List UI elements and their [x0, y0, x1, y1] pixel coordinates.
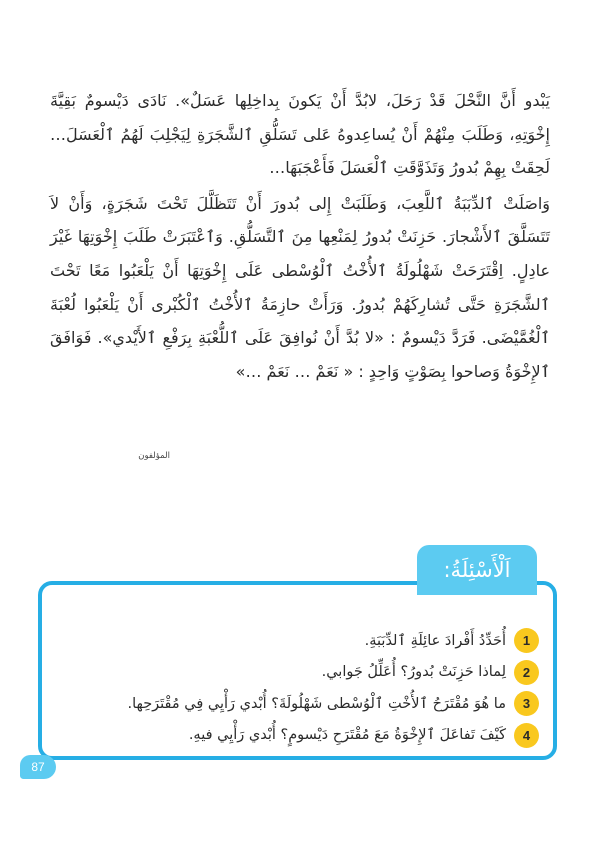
question-number-badge: 3 [514, 691, 539, 716]
page-number-badge [20, 755, 56, 779]
story-paragraph-1: يَبْدو أَنَّ النَّحْلَ قَدْ رَحَلَ، لابُدَّ أَنْ يَكونَ بِداخِلِها عَسَلٌ». نَادَى دَيْسومٌ بَقِيَّةَ إِخْوَتِهِ، وَطَلَبَ مِنْهُمْ أَنْ يُساعِدوهُ عَلى تَسَلُّقِ ٱلشَّجَرَةِ لِيَجْلِبَ لَهُمُ ٱلْعَسَلَ… لَحِقَتْ بِهِمْ بُدورُ وَتَذَوَّقَتِ ٱلْعَسَلَ فَأَعْجَبَهَا… [50, 91, 550, 178]
questions-title: اَلْأَسْئِلَةُ: [443, 558, 511, 582]
story-text [50, 84, 550, 388]
question-text: ما هُوَ مُقْتَرَحُ ٱلأُخْتِ ٱلْوُسْطى شَهْلُولَةَ؟ أُبْدي رَأْيِي فِي مُقْتَرَحِها. [127, 695, 506, 712]
questions-box [38, 581, 557, 760]
question-item [127, 720, 539, 752]
question-item [127, 657, 539, 689]
question-number-badge: 1 [514, 628, 539, 653]
author-credit: المؤلفون [138, 451, 170, 461]
question-number-badge: 2 [514, 660, 539, 685]
question-text: كَيْفَ تَفاعَلَ ٱلإِخْوَةُ مَعَ مُقْتَرَحِ دَيْسومٍ؟ أُبْدي رَأْيِي فيهِ. [188, 727, 506, 744]
question-item [127, 625, 539, 657]
question-item [127, 688, 539, 720]
questions-title-tab [417, 545, 537, 595]
questions-list [127, 625, 539, 751]
story-paragraph-2: وَاصَلَتْ ٱلدِّبَبَةُ ٱللَّعِبَ، وَطَلَبَتْ إِلى بُدورَ أَنْ تَتَظَلَّلَ تَحْتَ شَجَرَةٍ، وَأَنْ لاَ تَتَسَلَّقَ ٱلأَشْجارَ. حَزِنَتْ بُدورُ لِمَنْعِها مِنَ ٱلتَّسَلُّقِ. وَٱعْتَبَرَتْ طَلَبَ إِخْوَتِهَا غَيْرَ عادِلٍ. اِقْتَرَحَتْ شَهْلُولَةُ ٱلأُخْتُ ٱلْوُسْطى عَلَى إِخْوَتِهَا أَنْ يَلْعَبُوا مَعًا تَحْتَ ٱلشَّجَرَةِ حَتَّى تُشارِكَهُمْ بُدورُ. وَرَأَتْ حازِمَةُ ٱلأُخْتُ ٱلْكُبْرى أَنْ يَلْعَبُوا لُعْبَةَ ٱلْغُمَّيْضَى. فَرَدَّ دَيْسومٌ : «لا بُدَّ أَنْ نُوافِقَ عَلَى ٱللُّعْبَةِ بِرَفْعِ ٱلأَيْدي». فَوَافَقَ ٱلإِخْوَةُ وَصاحوا بِصَوْتٍ وَاحِدٍ : « نَعَمْ … نَعَمْ …» [50, 193, 550, 381]
question-text: أُحَدِّدُ أَفْرادَ عائِلَةِ ٱلدِّبَبَةِ. [364, 632, 506, 649]
page-number: 87 [31, 760, 45, 774]
question-text: لِماذا حَزِنَتْ بُدورُ؟ أُعَلِّلُ جَوابي. [321, 664, 506, 681]
question-number-badge: 4 [514, 723, 539, 748]
